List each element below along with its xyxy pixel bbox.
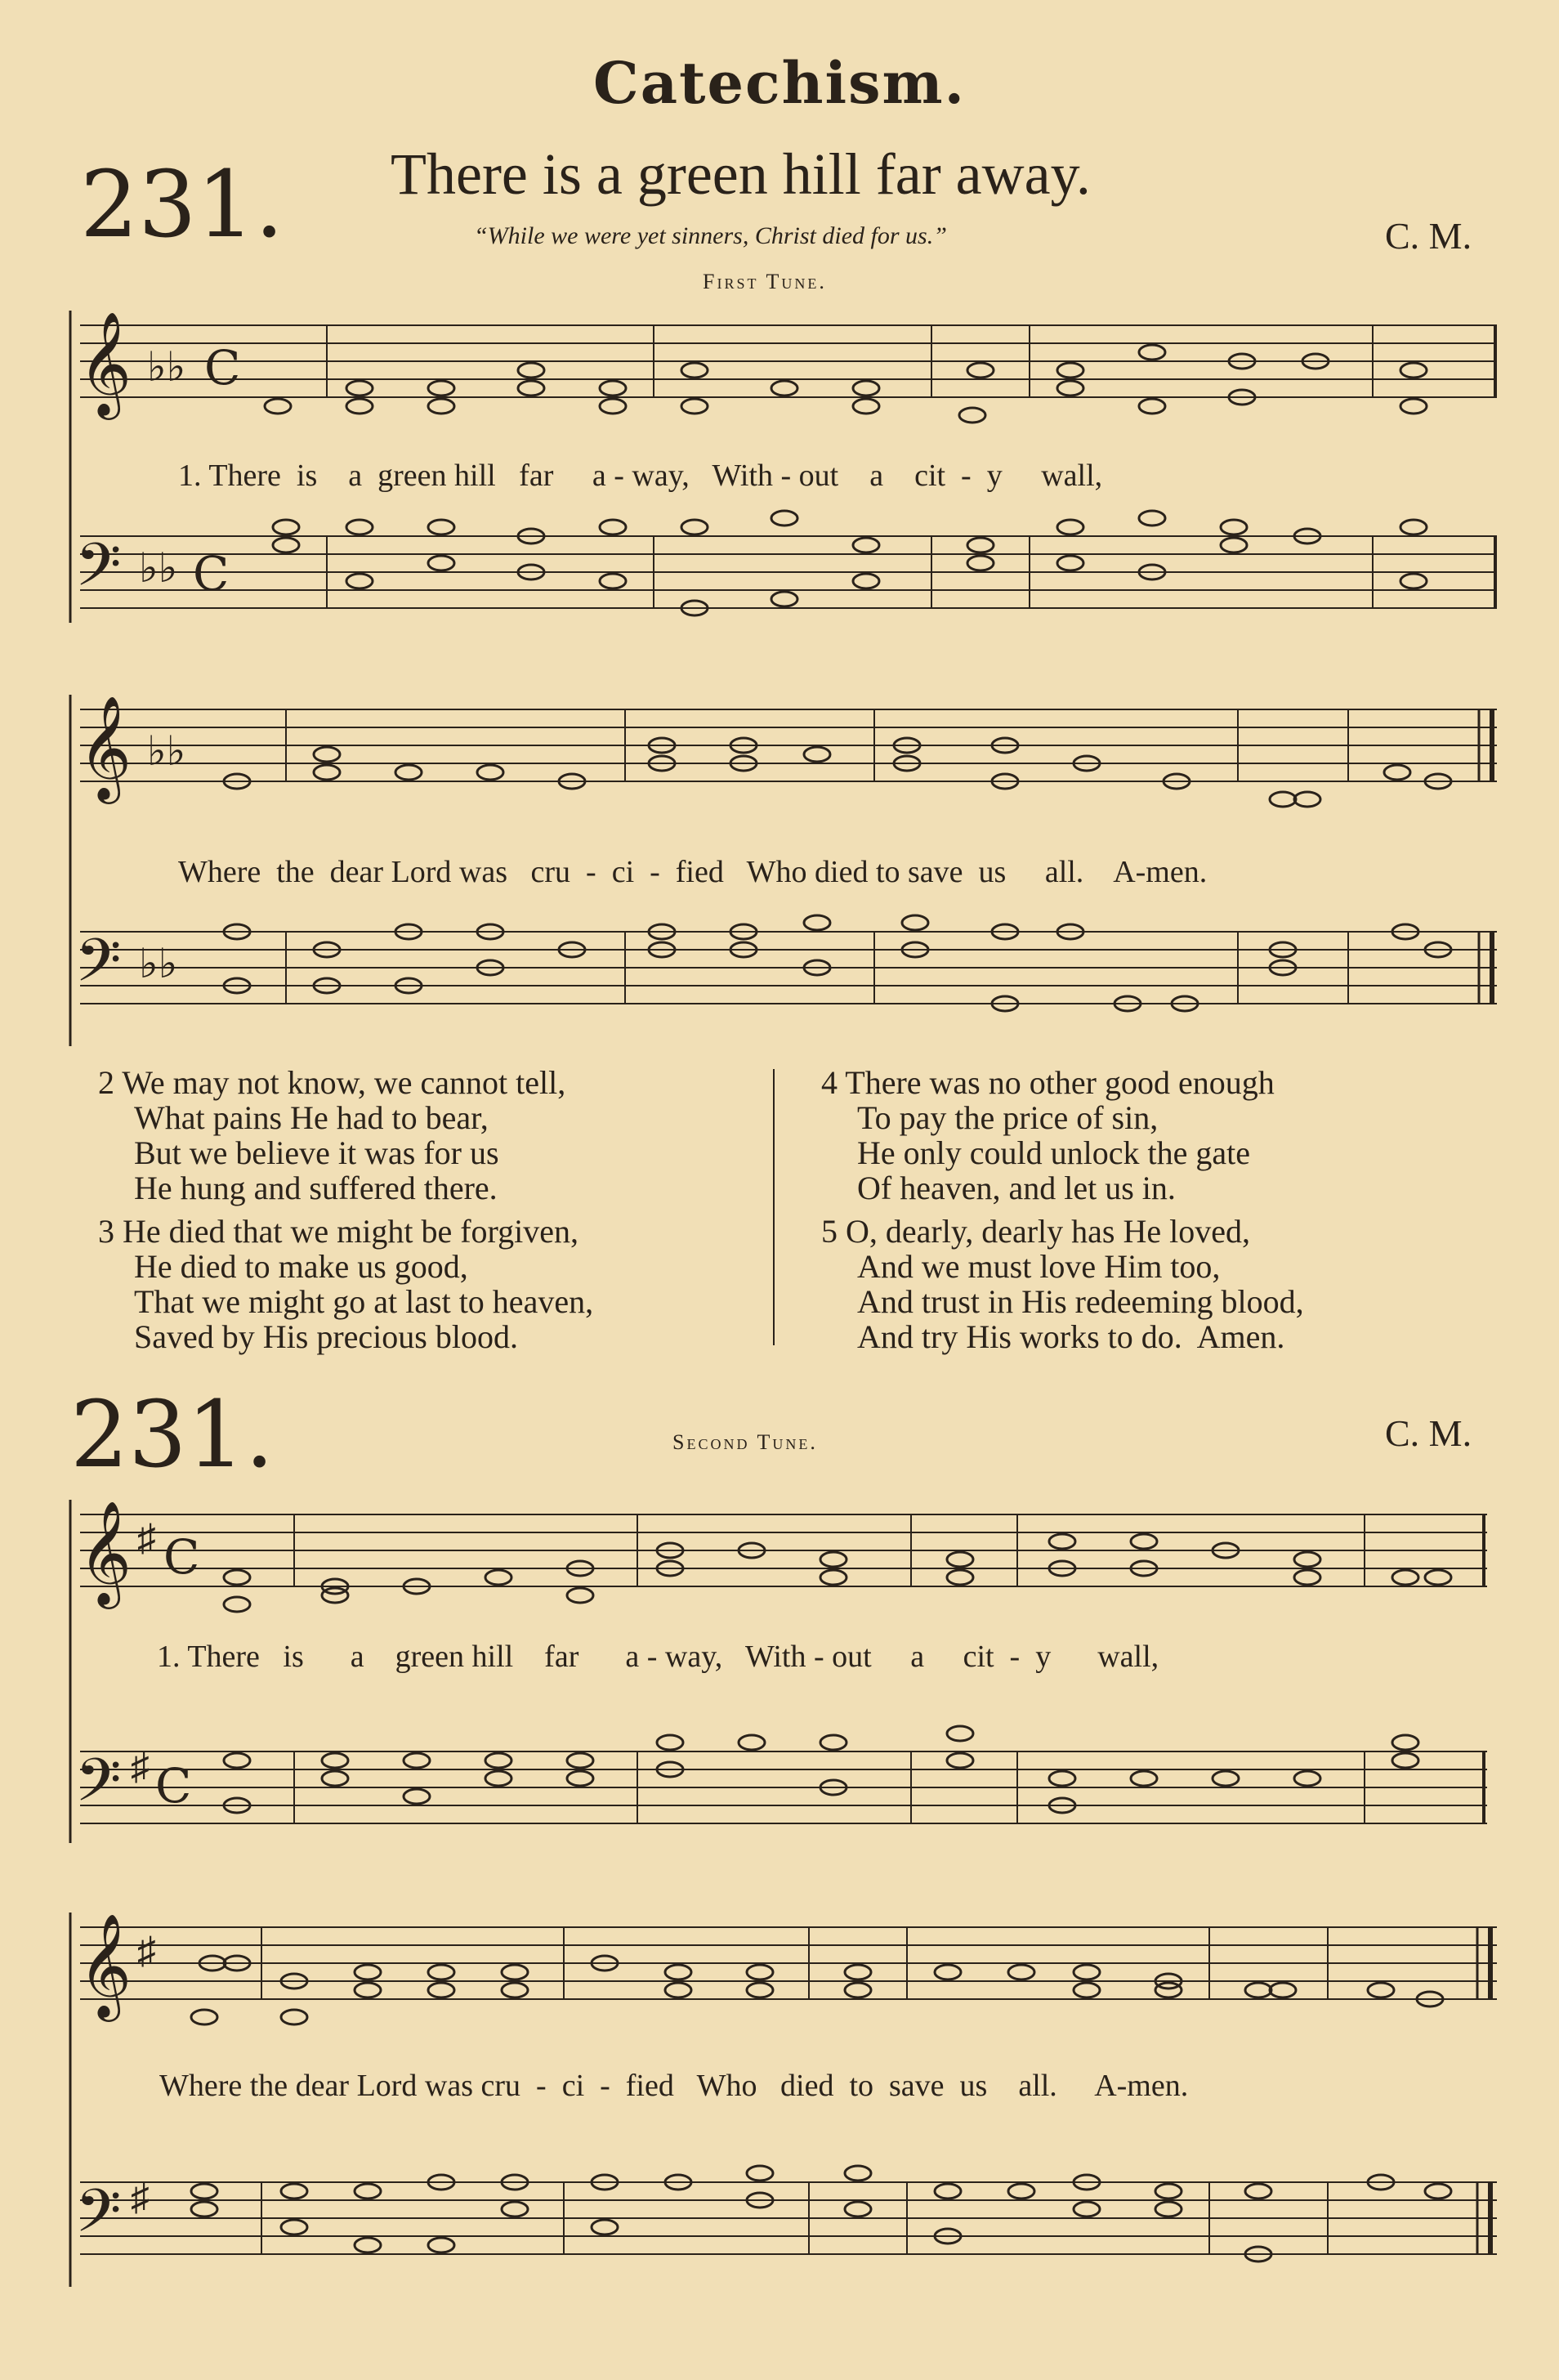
verse-text: He died to make us good, [134, 1248, 468, 1285]
lyric2-line-2: Where the dear Lord was cru - ci - fied Who died to save us all. A-men. [159, 2069, 1189, 2103]
verse-text: That we might go at last to heaven, [134, 1283, 594, 1320]
lyric-line-2: Where the dear Lord was cru - ci - fied Who died to save us all. A-men. [178, 855, 1208, 889]
verse-line [98, 1249, 752, 1284]
lyric-line-1: 1. There is a green hill far a - way, With - out a cit - y wall, [178, 459, 1103, 493]
svg-text:C: C [193, 546, 230, 602]
verse-line [821, 1065, 1491, 1100]
verse-text: And we must love Him too, [857, 1248, 1221, 1285]
verse-line [98, 1284, 752, 1319]
verse-line [98, 1214, 752, 1249]
verse-number: 3 [98, 1213, 114, 1250]
verse-line [821, 1319, 1491, 1354]
hymn-epigraph: “While we were yet sinners, Christ died for us.” [474, 222, 947, 249]
svg-text:C: C [204, 340, 241, 396]
hymn2-meter: C. M. [1385, 1412, 1472, 1454]
svg-text:♯: ♯ [137, 1517, 156, 1559]
verse-number: 2 [98, 1064, 114, 1101]
svg-text:♭♭: ♭♭ [139, 545, 178, 591]
verse-divider [773, 1069, 775, 1345]
section-title: Catechism. [593, 49, 966, 117]
verse-line [98, 1065, 752, 1100]
svg-text:𝄞: 𝄞 [78, 1500, 132, 1604]
verse-text: To pay the price of sin, [857, 1099, 1159, 1136]
verse-text: But we believe it was for us [134, 1134, 499, 1171]
verse-text: And trust in His redeeming blood, [857, 1283, 1304, 1320]
tune2-label: Second Tune. [672, 1430, 818, 1454]
svg-text:♭♭: ♭♭ [147, 728, 186, 774]
lyric2-line-1: 1. There is a green hill far a - way, With - out a cit - y wall, [157, 1640, 1159, 1674]
verse-line [821, 1249, 1491, 1284]
verse-text: He hung and suffered there. [134, 1170, 498, 1206]
verse-text: He only could unlock the gate [857, 1134, 1250, 1171]
verse-text: What pains He had to bear, [134, 1099, 489, 1136]
verse-number: 4 [821, 1064, 838, 1101]
verse-line [821, 1135, 1491, 1170]
verse-text: Of heaven, and let us in. [857, 1170, 1176, 1206]
svg-text:♭♭: ♭♭ [147, 344, 186, 390]
verse-text: We may not know, we cannot tell, [122, 1064, 566, 1101]
svg-text:𝄞: 𝄞 [78, 695, 132, 799]
verse-line [821, 1284, 1491, 1319]
verse-text: There was no other good enough [845, 1064, 1275, 1101]
verse-line [821, 1214, 1491, 1249]
verse-text: He died that we might be forgiven, [123, 1213, 579, 1250]
verse-text: O, dearly, dearly has He loved, [846, 1213, 1250, 1250]
svg-text:𝄢: 𝄢 [75, 1745, 122, 1829]
svg-text:♯: ♯ [131, 2176, 150, 2218]
tune-label: First Tune. [703, 270, 827, 293]
hymn-title: There is a green hill far away. [391, 141, 1091, 207]
svg-text:♭♭: ♭♭ [139, 941, 178, 986]
svg-text:C: C [163, 1529, 200, 1585]
verse-text: And try His works to do. Amen. [857, 1318, 1285, 1355]
verses-right [821, 1065, 1491, 1354]
svg-text:♯: ♯ [137, 1930, 156, 1971]
verses-left [98, 1065, 752, 1354]
verse-line [98, 1100, 752, 1135]
verse-line [98, 1170, 752, 1206]
hymn-number: 231. [80, 152, 284, 258]
hymn2-number: 231. [70, 1382, 275, 1488]
hymn-meter: C. M. [1385, 215, 1472, 257]
verse-line [98, 1319, 752, 1354]
verse-text: Saved by His precious blood. [134, 1318, 518, 1355]
verse-number: 5 [821, 1213, 838, 1250]
svg-text:𝄞: 𝄞 [78, 311, 132, 415]
svg-text:𝄢: 𝄢 [75, 530, 122, 614]
svg-text:𝄢: 𝄢 [75, 2176, 122, 2260]
svg-text:𝄞: 𝄞 [78, 1912, 132, 2017]
svg-text:𝄢: 𝄢 [75, 925, 122, 1009]
verse-line [821, 1100, 1491, 1135]
verse-line [98, 1135, 752, 1170]
svg-text:♯: ♯ [131, 1746, 150, 1787]
verse-line [821, 1170, 1491, 1206]
svg-text:C: C [155, 1758, 192, 1814]
